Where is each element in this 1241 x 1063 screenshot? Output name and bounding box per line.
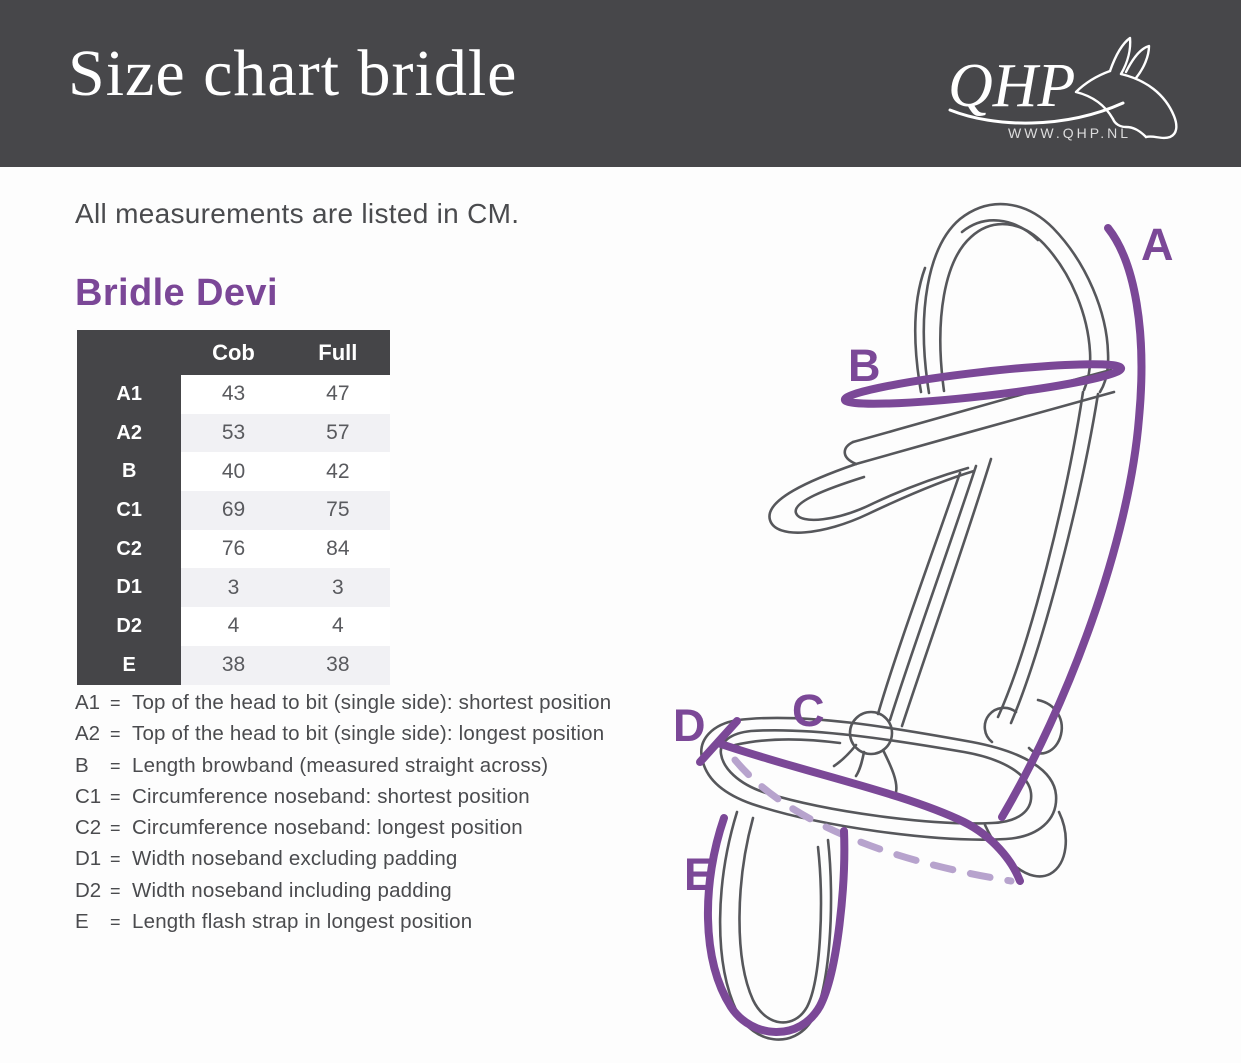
corner-cell — [77, 330, 181, 375]
legend-description: Length browband (measured straight across) — [132, 753, 549, 777]
value-full: 38 — [286, 646, 390, 685]
value-cob: 3 — [181, 568, 285, 607]
column-header-full: Full — [286, 330, 390, 375]
legend-description: Top of the head to bit (single side): longest position — [132, 722, 605, 746]
legend-row — [75, 879, 655, 910]
row-label: D1 — [77, 568, 181, 607]
horse-head-icon — [1076, 38, 1176, 138]
row-label: D2 — [77, 607, 181, 646]
legend-equals: = — [110, 786, 121, 807]
legend-row — [75, 847, 655, 878]
size-table-body — [77, 375, 390, 685]
legend-equals: = — [110, 849, 121, 870]
logo-brand-text: QHP — [948, 52, 1076, 120]
legend-row — [75, 816, 655, 847]
table-row — [77, 414, 390, 453]
legend-description: Circumference noseband: longest position — [132, 816, 523, 840]
legend-description: Circumference noseband: shortest position — [132, 784, 530, 808]
value-full: 3 — [286, 568, 390, 607]
legend-description: Length flash strap in longest position — [132, 910, 473, 934]
table-row — [77, 452, 390, 491]
value-cob: 40 — [181, 452, 285, 491]
row-label: A2 — [77, 414, 181, 453]
value-full: 84 — [286, 530, 390, 569]
bridle-diagram — [640, 180, 1240, 1063]
table-row — [77, 375, 390, 414]
product-title: Bridle Devi — [75, 272, 278, 314]
legend-code: B — [75, 753, 89, 777]
qhp-logo — [940, 30, 1190, 145]
row-label: A1 — [77, 375, 181, 414]
size-table — [77, 330, 390, 685]
measurement-legend — [75, 691, 655, 941]
label-c: C — [792, 685, 825, 736]
table-row — [77, 607, 390, 646]
legend-equals: = — [110, 724, 121, 745]
legend-row — [75, 910, 655, 941]
bridle-outline — [701, 204, 1114, 1039]
row-label: C1 — [77, 491, 181, 530]
measure-line-c — [718, 743, 1020, 881]
table-row — [77, 491, 390, 530]
bit-ring — [850, 712, 892, 754]
label-b: B — [848, 340, 881, 391]
value-full: 4 — [286, 607, 390, 646]
legend-equals: = — [110, 755, 121, 776]
header-band — [0, 0, 1241, 167]
legend-code: A2 — [75, 722, 101, 746]
legend-equals: = — [110, 880, 121, 901]
legend-code: D2 — [75, 878, 102, 902]
value-full: 47 — [286, 375, 390, 414]
row-label: E — [77, 646, 181, 685]
legend-row — [75, 722, 655, 753]
value-cob: 76 — [181, 530, 285, 569]
legend-row — [75, 691, 655, 722]
size-table-header-row — [77, 330, 390, 375]
row-label: C2 — [77, 530, 181, 569]
legend-row — [75, 785, 655, 816]
value-cob: 38 — [181, 646, 285, 685]
legend-row — [75, 754, 655, 785]
intro-text: All measurements are listed in CM. — [75, 198, 520, 229]
label-a: A — [1141, 219, 1174, 270]
legend-equals: = — [110, 818, 121, 839]
value-cob: 4 — [181, 607, 285, 646]
logo-website: WWW.QHP.NL — [1008, 125, 1132, 141]
table-row — [77, 646, 390, 685]
value-cob: 69 — [181, 491, 285, 530]
column-header-cob: Cob — [181, 330, 285, 375]
legend-code: C1 — [75, 784, 102, 808]
size-table-head — [77, 330, 390, 375]
value-cob: 43 — [181, 375, 285, 414]
label-d: D — [673, 700, 706, 751]
page-title: Size chart bridle — [68, 37, 518, 110]
legend-equals: = — [110, 912, 121, 933]
legend-equals: = — [110, 693, 121, 713]
legend-description: Width noseband including padding — [132, 878, 452, 902]
row-label: B — [77, 452, 181, 491]
legend-description: Width noseband excluding padding — [132, 847, 458, 871]
legend-description: Top of the head to bit (single side): shortest position — [132, 691, 612, 714]
legend-code: C2 — [75, 816, 102, 840]
table-row — [77, 530, 390, 569]
label-e: E — [684, 849, 715, 900]
legend-code: D1 — [75, 847, 102, 871]
value-full: 57 — [286, 414, 390, 453]
value-cob: 53 — [181, 414, 285, 453]
table-row — [77, 568, 390, 607]
value-full: 42 — [286, 452, 390, 491]
value-full: 75 — [286, 491, 390, 530]
legend-code: A1 — [75, 691, 101, 714]
legend-code: E — [75, 910, 89, 934]
